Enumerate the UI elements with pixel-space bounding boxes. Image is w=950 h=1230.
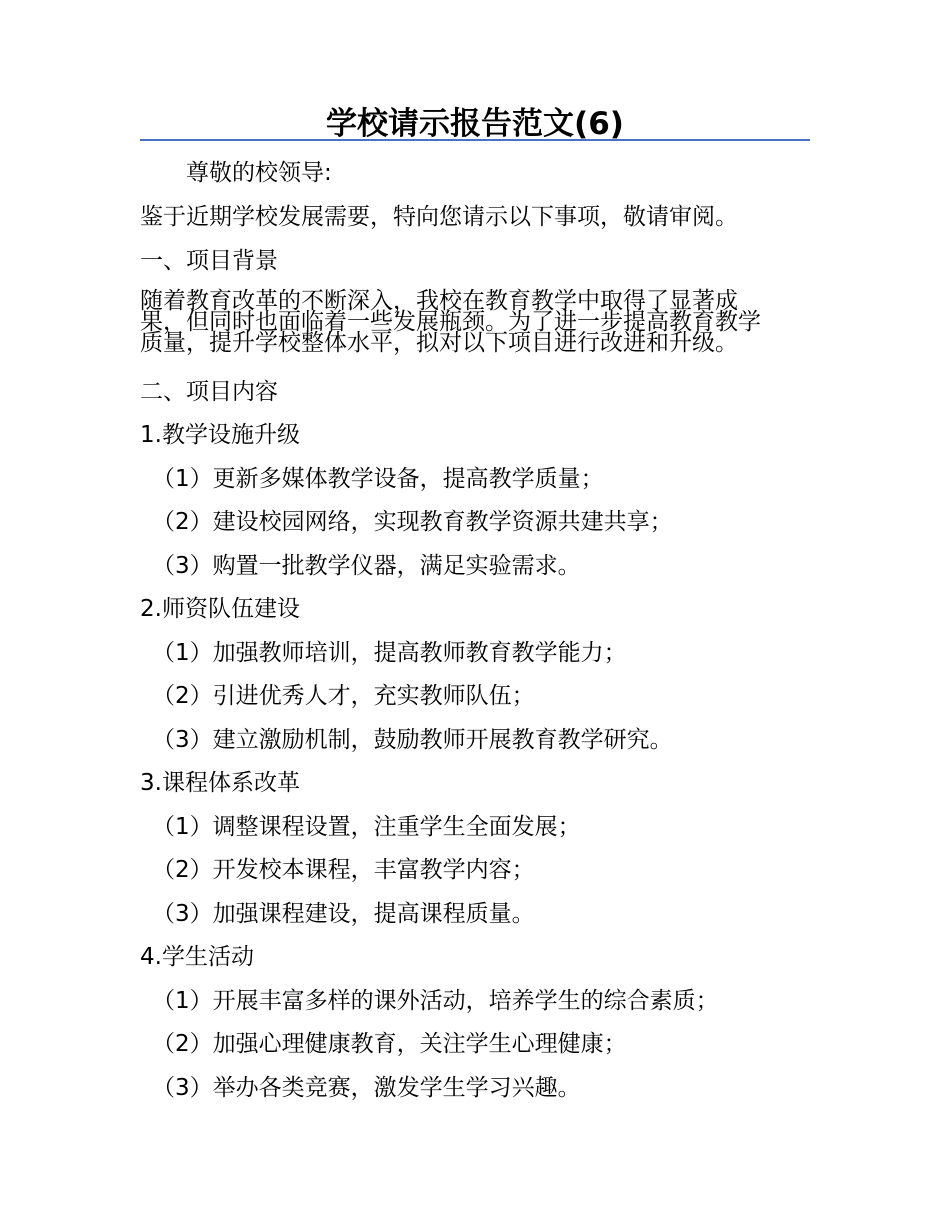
item-point: （1）加强教师培训，提高教师教育教学能力； xyxy=(152,640,627,666)
item-title: 4.学生活动 xyxy=(140,944,254,970)
item-point: （1）更新多媒体教学设备，提高教学质量； xyxy=(152,466,604,492)
item-point: （3）建立激励机制，鼓励教师开展教育教学研究。 xyxy=(152,727,673,753)
item-point: （3）购置一批教学仪器，满足实验需求。 xyxy=(152,553,581,579)
section1-heading: 一、项目背景 xyxy=(140,248,278,274)
paragraph-line: 质量，提升学校整体水平，拟对以下项目进行改进和升级。 xyxy=(140,330,738,356)
greeting: 尊敬的校领导: xyxy=(186,160,332,186)
item-point: （1）调整课程设置，注重学生全面发展； xyxy=(152,814,581,840)
item-point: （2）引进优秀人才，充实教师队伍； xyxy=(152,683,535,709)
section2-heading: 二、项目内容 xyxy=(140,379,278,405)
item-point: （3）举办各类竞赛，激发学生学习兴趣。 xyxy=(152,1075,581,1101)
item-point: （1）开展丰富多样的课外活动，培养学生的综合素质； xyxy=(152,988,719,1014)
item-point: （2）加强心理健康教育，关注学生心理健康； xyxy=(152,1031,627,1057)
document-title: 学校请示报告范文(6) xyxy=(326,106,624,142)
item-title: 2.师资队伍建设 xyxy=(140,596,300,622)
item-title: 1.教学设施升级 xyxy=(140,422,300,448)
intro-text: 鉴于近期学校发展需要，特向您请示以下事项，敬请审阅。 xyxy=(140,204,738,230)
section1-paragraph xyxy=(140,288,812,356)
item-point: （3）加强课程建设，提高课程质量。 xyxy=(152,901,535,927)
item-title: 3.课程体系改革 xyxy=(140,770,300,796)
paragraph-line: 果，但同时也面临着一些发展瓶颈。为了进一步提高教育教学 xyxy=(140,309,761,335)
title-underline xyxy=(140,139,810,141)
paragraph-line: 随着教育改革的不断深入，我校在教育教学中取得了显著成 xyxy=(140,288,738,314)
item-point: （2）建设校园网络，实现教育教学资源共建共享； xyxy=(152,509,673,535)
item-point: （2）开发校本课程，丰富教学内容； xyxy=(152,857,535,883)
